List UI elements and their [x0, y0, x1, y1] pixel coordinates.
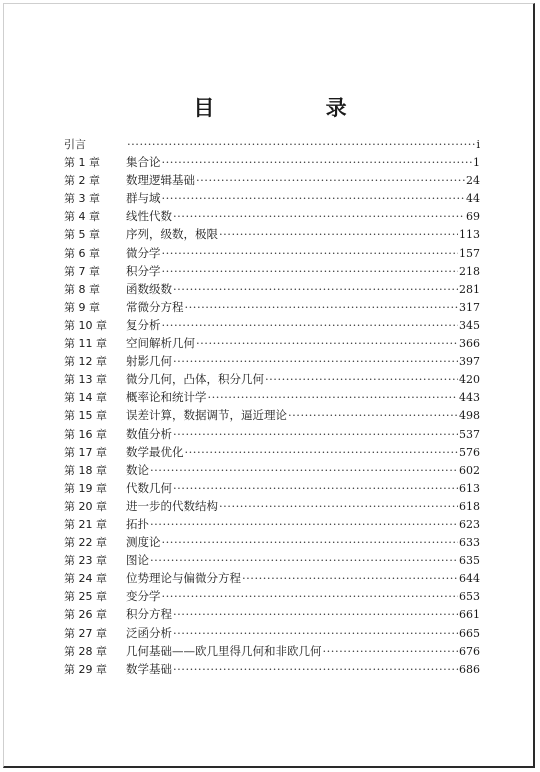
chapter-number: 第 27 章 [64, 626, 107, 640]
chapter-number: 第 8 章 [64, 282, 100, 296]
chapter-title: 数理逻辑基础 [126, 173, 195, 188]
toc-entry[interactable] [64, 552, 480, 570]
toc-entry[interactable] [64, 606, 480, 624]
toc-entry[interactable] [64, 335, 480, 353]
page-number: 397 [459, 355, 480, 369]
leader-dots [208, 390, 459, 404]
chapter-title: 概率论和统计学 [126, 390, 207, 405]
chapter-number: 第 4 章 [64, 210, 100, 224]
chapter-number: 第 13 章 [64, 373, 107, 387]
chapter-title: 空间解析几何 [126, 336, 195, 351]
page-title: 目 录 [193, 96, 399, 120]
leader-dots [162, 191, 466, 205]
page-number: 317 [459, 300, 480, 314]
leader-dots [196, 173, 465, 187]
table-of-contents [64, 136, 480, 679]
page-number: 676 [459, 644, 480, 658]
leader-dots [162, 589, 459, 603]
leader-dots [242, 571, 458, 585]
toc-entry[interactable] [64, 480, 480, 498]
chapter-title: 射影几何 [126, 354, 172, 369]
toc-entry[interactable] [64, 371, 480, 389]
chapter-number: 第 25 章 [64, 590, 107, 604]
page-number: 218 [459, 264, 480, 278]
chapter-number: 引言 [64, 138, 86, 151]
page-number: 653 [459, 590, 480, 604]
chapter-number: 第 1 章 [64, 156, 100, 170]
leader-dots [162, 318, 459, 332]
toc-entry[interactable] [64, 534, 480, 552]
leader-dots [185, 300, 459, 314]
chapter-title: 变分学 [126, 589, 161, 604]
toc-entry[interactable] [64, 190, 480, 208]
leader-dots [196, 336, 458, 350]
chapter-title: 几何基础——欧几里得几何和非欧几何 [126, 643, 322, 658]
toc-entry[interactable] [64, 281, 480, 299]
chapter-number: 第 17 章 [64, 445, 107, 459]
toc-entry[interactable] [64, 426, 480, 444]
page-number: 1 [473, 156, 480, 170]
chapter-title: 数学基础 [126, 661, 172, 676]
chapter-title: 函数级数 [126, 281, 172, 296]
leader-dots [162, 535, 459, 549]
chapter-number: 第 12 章 [64, 355, 107, 369]
chapter-number: 第 6 章 [64, 246, 100, 260]
page-number: 44 [466, 192, 480, 206]
leader-dots [173, 626, 458, 640]
toc-entry[interactable] [64, 407, 480, 425]
chapter-number: 第 14 章 [64, 391, 107, 405]
leader-dots [173, 354, 458, 368]
chapter-number: 第 10 章 [64, 318, 107, 332]
toc-entry[interactable] [64, 208, 480, 226]
chapter-title: 群与域 [126, 191, 161, 206]
chapter-title: 误差计算，数据调节，逼近理论 [126, 408, 287, 423]
page-number: 635 [459, 554, 480, 568]
toc-entry[interactable] [64, 226, 480, 244]
leader-dots [150, 463, 458, 477]
toc-entry[interactable] [64, 516, 480, 534]
chapter-title: 拓扑 [126, 516, 149, 531]
chapter-title: 复分析 [126, 317, 161, 332]
leader-dots [162, 264, 459, 278]
chapter-number: 第 9 章 [64, 300, 100, 314]
toc-entry[interactable] [64, 661, 480, 679]
toc-entry[interactable] [64, 588, 480, 606]
toc-entry[interactable] [64, 353, 480, 371]
page-number: 420 [459, 373, 480, 387]
page-number: 613 [459, 481, 480, 495]
page-number: i [476, 138, 480, 151]
chapter-title: 图论 [126, 553, 149, 568]
page-number: 665 [459, 626, 480, 640]
chapter-number: 第 24 章 [64, 572, 107, 586]
leader-dots [219, 499, 458, 513]
chapter-number: 第 26 章 [64, 608, 107, 622]
leader-dots [323, 644, 459, 658]
chapter-number: 第 3 章 [64, 192, 100, 206]
leader-dots [162, 155, 473, 169]
toc-entry[interactable] [64, 172, 480, 190]
chapter-number: 第 5 章 [64, 228, 100, 242]
page-number: 366 [459, 337, 480, 351]
toc-entry[interactable] [64, 643, 480, 661]
leader-dots [127, 137, 475, 151]
chapter-title: 序列，级数，极限 [126, 227, 218, 242]
page-number: 644 [459, 572, 480, 586]
page-number: 537 [459, 427, 480, 441]
chapter-title: 常微分方程 [126, 299, 184, 314]
toc-entry[interactable] [64, 317, 480, 335]
page-number: 633 [459, 536, 480, 550]
chapter-title: 泛函分析 [126, 625, 172, 640]
leader-dots [173, 607, 458, 621]
chapter-title: 数值分析 [126, 426, 172, 441]
toc-entry[interactable] [64, 625, 480, 643]
page-number: 623 [459, 517, 480, 531]
leader-dots [162, 246, 459, 260]
leader-dots [173, 209, 465, 223]
chapter-number: 第 28 章 [64, 644, 107, 658]
leader-dots [265, 372, 458, 386]
chapter-number: 第 20 章 [64, 499, 107, 513]
leader-dots [150, 553, 458, 567]
leader-dots [219, 227, 458, 241]
page-number: 281 [459, 282, 480, 296]
page-number: 113 [459, 228, 480, 242]
chapter-title: 进一步的代数结构 [126, 498, 218, 513]
toc-entry[interactable] [64, 245, 480, 263]
page-number: 498 [459, 409, 480, 423]
page-number: 157 [459, 246, 480, 260]
toc-entry[interactable] [64, 299, 480, 317]
page-number: 345 [459, 318, 480, 332]
page-number: 686 [459, 662, 480, 676]
toc-entry[interactable] [64, 570, 480, 588]
page-number: 24 [466, 174, 480, 188]
chapter-number: 第 19 章 [64, 481, 107, 495]
chapter-title: 测度论 [126, 535, 161, 550]
leader-dots [173, 427, 458, 441]
chapter-title: 微分学 [126, 245, 161, 260]
page-number: 602 [459, 463, 480, 477]
chapter-title: 积分学 [126, 263, 161, 278]
page-number: 618 [459, 499, 480, 513]
chapter-title: 数学最优化 [126, 444, 184, 459]
leader-dots [185, 445, 459, 459]
chapter-title: 位势理论与偏微分方程 [126, 571, 241, 586]
page-number: 443 [459, 391, 480, 405]
chapter-title: 积分方程 [126, 607, 172, 622]
chapter-number: 第 22 章 [64, 536, 107, 550]
chapter-number: 第 7 章 [64, 264, 100, 278]
leader-dots [173, 662, 458, 676]
chapter-number: 第 21 章 [64, 517, 107, 531]
toc-entry[interactable] [64, 154, 480, 172]
leader-dots [288, 408, 458, 422]
chapter-number: 第 29 章 [64, 662, 107, 676]
leader-dots [173, 282, 458, 296]
chapter-title: 数论 [126, 462, 149, 477]
toc-entry[interactable] [64, 444, 480, 462]
chapter-title: 集合论 [126, 155, 161, 170]
toc-entry[interactable] [64, 263, 480, 281]
page-number: 661 [459, 608, 480, 622]
leader-dots [173, 481, 458, 495]
toc-entry[interactable] [64, 389, 480, 407]
chapter-title: 代数几何 [126, 480, 172, 495]
chapter-number: 第 23 章 [64, 554, 107, 568]
chapter-number: 第 15 章 [64, 409, 107, 423]
toc-entry[interactable] [64, 498, 480, 516]
chapter-number: 第 2 章 [64, 174, 100, 188]
chapter-number: 第 18 章 [64, 463, 107, 477]
page-number: 69 [466, 210, 480, 224]
page-number: 576 [459, 445, 480, 459]
leader-dots [150, 517, 458, 531]
chapter-title: 线性代数 [126, 209, 172, 224]
toc-entry[interactable] [64, 136, 480, 154]
chapter-number: 第 11 章 [64, 337, 107, 351]
toc-entry[interactable] [64, 462, 480, 480]
chapter-title: 微分几何，凸体，积分几何 [126, 372, 264, 387]
chapter-number: 第 16 章 [64, 427, 107, 441]
